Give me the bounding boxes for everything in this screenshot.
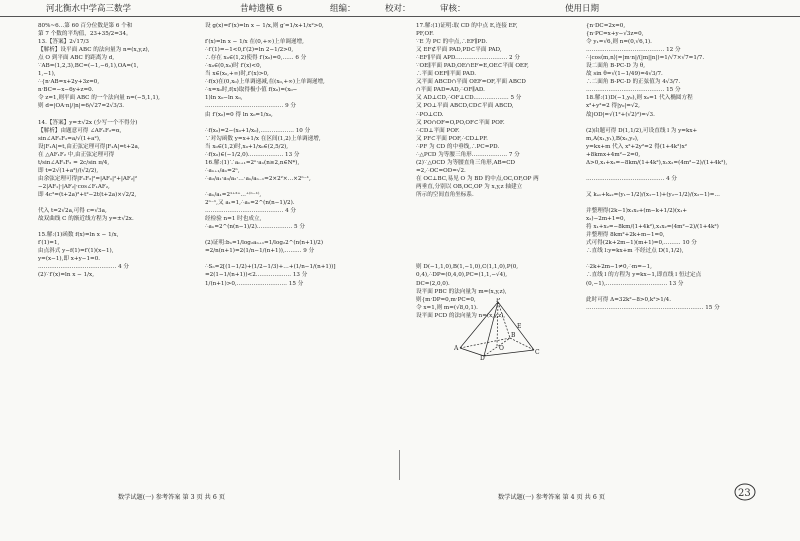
answer-line xyxy=(586,255,770,263)
proof-label: 校对： xyxy=(385,4,411,14)
answer-line xyxy=(586,199,770,207)
answer-line: …………………………………… 4 分 xyxy=(586,175,678,182)
answer-line: ∴存在 x₀∈(1,2)使得 f′(x₀)=0,…… 6 分 xyxy=(205,55,307,62)
answer-line: ∴直线 l:y=kx+m 不经过点 D(1,1/2), xyxy=(586,248,684,255)
answer-line: 在 △AF₁F₂ 中,由正弦定理可得 xyxy=(38,151,115,158)
answer-line xyxy=(416,207,582,215)
answer-line xyxy=(205,30,387,38)
answer-line: DC=(2,0,0). xyxy=(416,280,450,287)
answer-line xyxy=(586,167,770,175)
answer-line xyxy=(586,119,770,127)
answer-line: =2,∴OC=OD=√2. xyxy=(416,167,466,174)
answer-line: 令 z=1,则平面 ABC 的一个法向量 n=(−5,1,1), xyxy=(38,95,160,102)
answer-line: 两垂直,分别以 OB,OC,OP 为 x,y,z 轴建立 xyxy=(416,183,523,190)
label-b: B xyxy=(511,332,516,339)
answer-line: 1/(n+1)>0,……………………… 15 分 xyxy=(205,280,304,287)
answer-column-1 xyxy=(38,22,198,280)
answer-line: ……………………………………………………… 15 分 xyxy=(586,304,720,311)
review-label: 审核： xyxy=(440,4,466,14)
answer-line: ∴PF 为 CD 的中垂线,∴PC=PD. xyxy=(416,143,500,150)
answer-line: 又 PF⊂平面 POF,∴CD⊥PF. xyxy=(416,135,488,142)
answer-line: ∴|cos⟨m,n⟩|=|m·n|/(|m||n|)=1/√7×√7=1/7. xyxy=(586,55,705,62)
answer-line: ∴PO⊥CD. xyxy=(416,111,444,118)
school-name: 河北衡水中学高三数学 xyxy=(46,4,132,14)
answer-line: ∴aₙ=2^(n(n−1)/2).……………… 5 分 xyxy=(205,224,305,231)
group-label: 组编： xyxy=(330,4,356,14)
footer-left: 数学试题(一) 参考答案 第 3 页 共 6 页 xyxy=(118,494,225,501)
answer-line: 设平面 PBC 的法向量为 m=(x,y,z), xyxy=(416,288,507,295)
answer-line: 令 y₁=√6,则 n=(0,√6,1). xyxy=(586,39,652,46)
answer-line: 令 x=1,则 m=(√8,0,1). xyxy=(416,304,478,311)
answer-line: 将 x₁+x₂=−8km/(1+4k²),x₁x₂=(4m²−2)/(1+4k²) xyxy=(586,224,719,231)
answer-column-4 xyxy=(586,22,770,312)
answer-line: (0,−1),…………………………… 13 分 xyxy=(586,280,684,287)
answer-column-3 xyxy=(416,22,582,320)
label-e: E xyxy=(517,323,522,330)
answer-line: …………………………………… 9 分 xyxy=(205,103,297,110)
answer-line: ∴aₙ/a₁=2¹⁺²⁺…⁺⁽ⁿ⁻¹⁾, xyxy=(205,191,262,198)
label-p: P xyxy=(496,298,501,304)
answer-line: (2)∵f′(x)=ln x − 1/x, xyxy=(38,272,94,279)
answer-line: 又平面 ABCD∩平面 OEF=OF,平面 ABCD xyxy=(416,79,526,86)
answer-line: =2/n(n+1)=2(1/n−1/(n+1)),……… 9 分 xyxy=(205,248,315,255)
answer-line: 由余弦定理可得|F₁F₂|²=|AF₁|²+|AF₂|² xyxy=(38,175,138,182)
answer-line: 故 sin θ=√(1−1/49)=4√3/7. xyxy=(586,71,663,78)
answer-line xyxy=(416,231,582,239)
answer-line: 点 O 到平面 ABC 的距离为 d, xyxy=(38,55,115,62)
answer-line: ∴f(x)在(0,x₀)上单调递减,在(x₀,+∞)上单调递增, xyxy=(205,79,325,86)
handwritten-mark-text: 23 xyxy=(738,488,751,499)
label-c: C xyxy=(535,349,540,356)
answer-line: 设二面角 B-PC-D 为 θ, xyxy=(586,63,645,70)
answer-line: 【解析】设平面 ABC 的法向量为 n=(x,y,z), xyxy=(38,47,150,54)
answer-line: 由 f′(x₀)=0 得 ln x₀=1/x₀, xyxy=(205,111,273,118)
answer-line: m,A(x₁,y₁),B(x₂,y₂), xyxy=(586,135,639,142)
label-a: A xyxy=(454,345,459,352)
label-o: O xyxy=(499,345,504,352)
answer-line: 并整理得 8km²+2k+m−1=0, xyxy=(586,232,665,239)
answer-line: ∴x=x₀时,f(x)取得极小值 f(x₀)=(x₀− xyxy=(205,87,298,94)
answer-line xyxy=(205,255,387,263)
answer-column-2 xyxy=(205,22,387,288)
answer-line: (2)∵△OCD 为等腰直角三角形,AB=CD xyxy=(416,159,516,166)
answer-line: ∴△PCD 为等腰三角形.……………… 7 分 xyxy=(416,151,520,158)
answer-line: 故|OD|=√(1²+(√2)²)=√3. xyxy=(586,111,655,118)
page-divider xyxy=(399,450,400,480)
answer-line: …………………………………… 15 分 xyxy=(586,87,681,94)
answer-line: ∴f(x₀)=2−(x₀+1/x₀),……………… 10 分 xyxy=(205,127,311,134)
answer-line: ∴Sₙ=2[(1−1/2)+(1/2−1/3)+…+(1/n−1/(n+1))] xyxy=(205,264,336,271)
answer-line: 又 PO∩OF=O,PO,OF⊂平面 POF. xyxy=(416,119,505,126)
answer-line: 设平面 PCD 的法向量为 n=(x,y,z), xyxy=(416,312,506,319)
answer-line xyxy=(416,223,582,231)
answer-line xyxy=(416,215,582,223)
answer-line: 80%~6…第 60 百分位数是第 6 个和 xyxy=(38,23,133,29)
answer-line: 又 PO⊥平面 ABCD,CD⊂平面 ABCD, xyxy=(416,103,514,110)
answer-line: ∴x₀∈(0,x₀)时 f′(x)<0, xyxy=(205,63,262,70)
answer-line: 则{m·DP=0,m·PC=0, xyxy=(416,296,476,303)
answer-line: ∴平面 OEF∥平面 PAD. xyxy=(416,71,477,78)
page-header xyxy=(0,2,800,17)
answer-line xyxy=(586,288,770,296)
answer-line: (2)证明:bₙ=1/log₂aₙ₊₁=1/log₂2^(n(n+1)/2) xyxy=(205,240,324,247)
answer-line: 当 x∈(x₀,+∞)时,f′(x)>0, xyxy=(205,71,269,78)
answer-line xyxy=(205,231,387,239)
answer-line: 又 AD⊥CD,∴OF⊥CD.……………… 5 分 xyxy=(416,95,522,102)
answer-line xyxy=(416,199,582,207)
answer-line: t/sin∠AF₁F₂ = 2c/sin π/4, xyxy=(38,159,110,166)
answer-line: n·BC=−x−6y+z=0. xyxy=(38,87,94,94)
answer-line: 式可得(2k+2m−1)(m+1)=0,……… 10 分 xyxy=(586,240,697,247)
answer-line: f′(x)=ln x − 1/x 在(0,+∞)上单调递增, xyxy=(205,39,304,46)
answer-line: ∴a₂/a₁·a₃/a₂·…·aₙ/aₙ₋₁=2×2²×…×2ⁿ⁻¹, xyxy=(205,175,311,182)
answer-line: ∴f′(1)=−1<0,f′(2)=ln 2−1/2>0, xyxy=(205,47,294,54)
usage-date-label: 使用日期 xyxy=(565,4,600,14)
answer-line: sin∠AF₁F₂=a/√(1+a²), xyxy=(38,135,101,142)
answer-line xyxy=(586,183,770,191)
answer-line: ∩平面 PAD=AD,∴OF∥AD. xyxy=(416,87,485,94)
answer-line: 设 g(x)=f′(x)=ln x − 1/x,则 g′=1/x+1/x²>0, xyxy=(205,23,324,29)
answer-line: 并整理得(2k−1)x₁x₂+(m−k+1/2)(x₁+ xyxy=(586,208,688,215)
answer-line: 13.【答案】2√17/3 xyxy=(38,39,89,46)
answer-line: ∴直线 l 的方程为 y=kx−1,即直线 l 恒过定点 xyxy=(586,272,702,279)
answer-line: 则 D(−1,1,0),B(1,−1,0),C(1,1,0),P(0, xyxy=(416,264,519,271)
answer-line: Δ>0,x₁+x₂=−8km/(1+4k²),x₁x₂=(4m²−2)/(1+4k²), xyxy=(586,159,728,166)
answer-line xyxy=(205,119,387,127)
answer-line: 则 d=|OA·n|/|n|=6/√27=2√3/3. xyxy=(38,103,125,110)
answer-line: 在 OC⊥BC,易见 O 为 BD 的中点,OC,OF,OP 两 xyxy=(416,175,539,182)
answer-line: x₂)−2m+1=0, xyxy=(586,216,626,223)
edge-dc xyxy=(484,350,534,356)
answer-line: 代入 t=2√2a,可得 c=√3a, xyxy=(38,208,107,215)
answer-line: ∵对勾函数 y=x+1/x 在区间(1,2)上单调递增, xyxy=(205,135,321,142)
answer-line: 18.解:(1)D(−1,y₀),则 x₀=1 代入椭圆方程 xyxy=(586,95,693,102)
answer-line: …………………………………… 4 分 xyxy=(205,208,297,215)
answer-line: 2ⁿ⁻¹,又 a₁=1,∴aₙ=2^(n(n−1)/2). xyxy=(205,200,295,207)
answer-line: 此时可得 Δ=32k²−8>0,k²>1/4. xyxy=(586,296,671,303)
answer-line: 1)ln x₀−ln x₀, xyxy=(205,95,243,102)
book-title: 昔峙遗模 6 xyxy=(240,4,283,14)
answer-line: 当 x₀∈(1,2)时,x₀+1/x₀∈(2,5/2), xyxy=(205,143,289,150)
answer-line: …………………………………… 12 分 xyxy=(586,47,681,54)
answer-line: 0,4),∴DP=(0,4,0),PC=(1,1,−√4), xyxy=(416,272,508,279)
answer-line: y=kx+m 代入 x²+2y²=2 得(1+4k²)x² xyxy=(586,143,687,150)
answer-line: 所示的空间直角坐标系. xyxy=(416,191,474,198)
answer-line: ∵AB=(1,2,3),BC=(−1,−6,1),OA=(1, xyxy=(38,63,139,70)
answer-line xyxy=(38,223,198,231)
answer-line: ∴EF∥平面 APD.……………………… 2 分 xyxy=(416,55,520,62)
answer-line: 即 t=2√(1+a²)/(√2/2), xyxy=(38,167,99,174)
edge-pb xyxy=(498,302,510,338)
answer-line: 由点斜式 y−f(1)=f′(1)(x−1), xyxy=(38,248,114,255)
answer-line: ∴CD⊥平面 POF. xyxy=(416,127,460,134)
answer-line xyxy=(205,183,387,191)
answer-line: x²+y²=2 得|y₀|=√2, xyxy=(586,103,640,110)
answer-line xyxy=(38,111,198,119)
answer-line: 14.【答案】y=±√2x (少写一个不得分) xyxy=(38,119,138,126)
answer-line: 16.解:(1)∵aₙ₊₁=2ⁿ·aₙ(n≥2,n∈N*), xyxy=(205,159,300,166)
answer-line: ∴2k+2m−1≠0,∴m=−1, xyxy=(586,264,652,271)
answer-line xyxy=(416,247,582,255)
footer-right: 数学试题(一) 参考答案 第 4 页 共 6 页 xyxy=(498,494,605,501)
handwritten-page-mark xyxy=(733,482,757,502)
answer-line: 1,−1), xyxy=(38,71,56,78)
answer-line: +8kmx+4m²−2=0, xyxy=(586,151,641,158)
answer-line: =2(1−1/(n+1))<2.……………… 13 分 xyxy=(205,272,308,279)
answer-line xyxy=(38,199,198,207)
answer-line: ∴二面角 B-PC-D 的正弦值为 4√3/7. xyxy=(586,79,681,86)
answer-line: 故双曲线 C 的渐近线方程为 y=±√2x. xyxy=(38,216,134,223)
answer-line: 15.解:(1)函数 f(x)=ln x − 1/x, xyxy=(38,232,119,239)
answer-line: {n·DC=2x=0, xyxy=(586,23,626,29)
answer-line: 又 kₐ₁+kₐ₂=(y₁−1/2)/(x₁−1)+(y₂−1/2)/(x₂−1)=… xyxy=(586,191,720,198)
answer-line: ∴{n·AB=x+2y+3z=0, xyxy=(38,79,100,86)
answer-line xyxy=(416,239,582,247)
edge-pc xyxy=(498,302,534,350)
answer-line: ∴f(x₀)∈(−1/2,0).……………… 13 分 xyxy=(205,151,300,158)
answer-line: PF,OF. xyxy=(416,31,434,38)
answer-line: 17.解:(1)证明:取 CD 的中点 E,连接 EF, xyxy=(416,23,518,29)
answer-line: 经检验 n=1 时也成立, xyxy=(205,216,262,223)
edge-bc xyxy=(510,338,534,350)
answer-line: ∵E 为 PC 的中点,∴EF∥PD. xyxy=(416,39,488,46)
answer-line: …………………………………… 4 分 xyxy=(38,264,130,271)
answer-line: 【解析】由题意可得 ∠AF₁F₂=α, xyxy=(38,127,122,134)
answer-line: 又 EF⊄平面 PAD,PD⊂平面 PAD, xyxy=(416,47,502,54)
answer-line: {n·PC=x+y−√3z=0, xyxy=(586,31,644,38)
answer-line: 即 4c²=(t+2a)²+t²−2t(t+2a)×√2/2, xyxy=(38,191,137,198)
answer-line xyxy=(416,255,582,263)
answer-line: (2)由题可得 D(1,1/2),可设直线 l 为 y=kx+ xyxy=(586,127,698,134)
answer-line: f′(1)=1, xyxy=(38,240,60,247)
answer-line: −2|AF₁|·|AF₂|·cos∠F₁AF₂, xyxy=(38,183,110,190)
label-d: D xyxy=(480,355,485,360)
pyramid-figure xyxy=(454,298,542,360)
answer-line: 第 7 个数的平均值，23+35/2=34。 xyxy=(38,31,132,38)
answer-line: ∵OE∥平面 PAD,OE∩EF=E,OE⊂平面 OEF, xyxy=(416,63,529,70)
answer-line: 设|F₁A|=t,由正弦定理可得|F₁A|=t+2a, xyxy=(38,143,140,150)
answer-line: ∴aₙ₊₁/aₙ=2ⁿ, xyxy=(205,167,240,174)
answer-line: y=(x−1),即 x+y−1=0. xyxy=(38,256,101,263)
